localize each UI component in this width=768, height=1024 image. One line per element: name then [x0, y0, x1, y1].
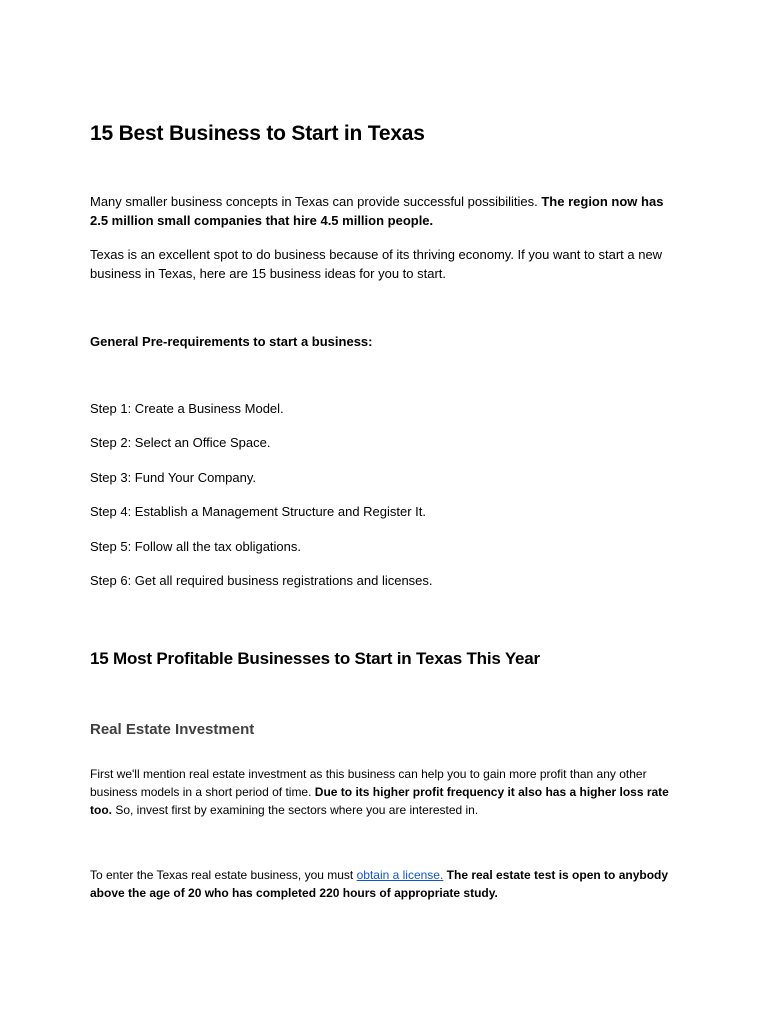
license-text: To enter the Texas real estate business, you must	[90, 868, 357, 882]
re-text: First we'll mention real estate investment as this business can help you to gain more profit than any other business models in a short period of time.	[90, 767, 647, 799]
subsection-heading: Real Estate Investment	[90, 721, 255, 738]
real-estate-paragraph	[90, 765, 680, 819]
intro-bold-text: The region now has 2.5 million small companies that hire 4.5 million people.	[90, 194, 664, 228]
step-item: Step 4: Establish a Management Structure and Register It.	[90, 504, 427, 519]
obtain-license-link[interactable]: obtain a license.	[356, 868, 444, 882]
step-item: Step 5: Follow all the tax obligations.	[90, 539, 302, 554]
section-heading: 15 Most Profitable Businesses to Start in Texas This Year	[90, 649, 540, 668]
step-item: Step 6: Get all required business registrations and licenses.	[90, 573, 433, 588]
license-paragraph	[90, 866, 680, 902]
step-item: Step 1: Create a Business Model.	[90, 401, 284, 416]
texas-economy-paragraph: Texas is an excellent spot to do business because of its thriving economy. If you want to start a new business in Texas, here are 15 business ideas for you to start.	[90, 247, 663, 281]
page-title: 15 Best Business to Start in Texas	[90, 122, 425, 145]
intro-text: Many smaller business concepts in Texas can provide successful possibilities.	[90, 194, 542, 209]
license-bold-text: The real estate test is open to anybody above the age of 20 who has completed 220 hours of appropriate study.	[90, 868, 669, 900]
re-bold-text: Due to its higher profit frequency it also has a higher loss rate too.	[90, 785, 669, 817]
intro-paragraph	[90, 192, 680, 230]
step-item: Step 3: Fund Your Company.	[90, 470, 256, 485]
step-item: Step 2: Select an Office Space.	[90, 435, 271, 450]
re-text-2: So, invest first by examining the sectors where you are interested in.	[112, 803, 479, 817]
prerequisites-heading: General Pre-requirements to start a business:	[90, 334, 373, 349]
